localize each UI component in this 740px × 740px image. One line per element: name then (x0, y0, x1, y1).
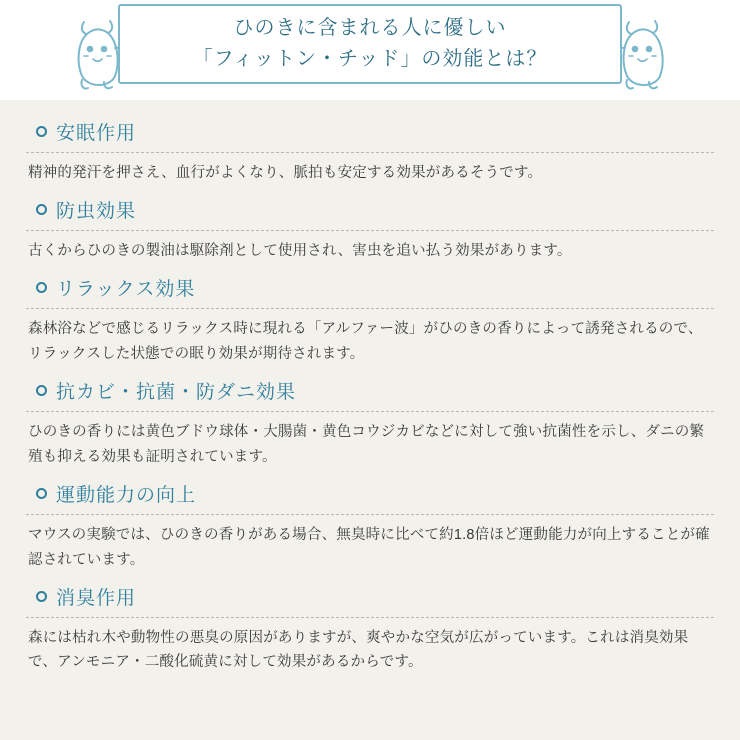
section-divider (26, 411, 714, 412)
section-divider (26, 514, 714, 515)
section-title-label: 防虫効果 (56, 200, 137, 222)
circle-bullet-icon (36, 488, 47, 499)
section-anmin (26, 118, 714, 186)
section-title (26, 583, 714, 610)
section-body: マウスの実験では、ひのきの香りがある場合、無臭時に比べて約1.8倍ほど運動能力が向上することが確認されています。 (28, 526, 710, 568)
section-title-label: リラックス効果 (56, 278, 196, 300)
circle-bullet-icon (36, 591, 47, 602)
page-header (0, 0, 740, 100)
section-body: 森林浴などで感じるリラックス時に現れる「アルファー波」がひのきの香りによって誘発されるので、リラックスした状態での眠り効果が期待されます。 (28, 320, 703, 362)
section-title-label: 運動能力の向上 (56, 484, 197, 506)
circle-bullet-icon (36, 204, 47, 215)
section-relax (26, 274, 714, 367)
section-divider (26, 152, 714, 153)
section-body: ひのきの香りには黄色ブドウ球体・大腸菌・黄色コウジカビなどに対して強い抗菌性を示し、ダニの繁殖も抑える効果も証明されています。 (28, 423, 705, 465)
circle-bullet-icon (36, 126, 47, 137)
content-area (0, 100, 740, 740)
circle-bullet-icon (36, 385, 47, 396)
circle-bullet-icon (36, 282, 47, 293)
section-body: 精神的発汗を押さえ、血行がよくなり、脈拍も安定する効果があるそうです。 (28, 165, 543, 181)
section-title-label: 消臭作用 (56, 587, 137, 609)
header-banner (118, 4, 622, 84)
section-divider (26, 308, 714, 309)
section-divider (26, 617, 714, 618)
section-title (26, 274, 714, 301)
section-title-label: 安眠作用 (56, 123, 137, 144)
section-title (26, 118, 714, 145)
section-body: 古くからひのきの製油は駆除剤として使用され、害虫を追い払う効果があります。 (28, 242, 572, 259)
section-antifungal (26, 377, 714, 470)
section-title (26, 480, 714, 507)
section-divider (26, 230, 714, 231)
section-title (26, 377, 714, 404)
section-bochu (26, 196, 714, 264)
section-title-label: 抗カビ・抗菌・防ダニ効果 (56, 381, 297, 403)
page-title-line-1: ひのきに含まれる人に優しい (233, 17, 507, 39)
section-title (26, 196, 714, 223)
section-body: 森には枯れ木や動物性の悪臭の原因がありますが、爽やかな空気が広がっています。これは消臭効果で、アンモニア・二酸化硫黄に対して効果があるからです。 (28, 629, 689, 671)
page-title-line-2: 「フィットン・チッド」の効能とは？ (192, 48, 548, 70)
section-deodorize (26, 583, 714, 676)
section-exercise (26, 480, 714, 573)
